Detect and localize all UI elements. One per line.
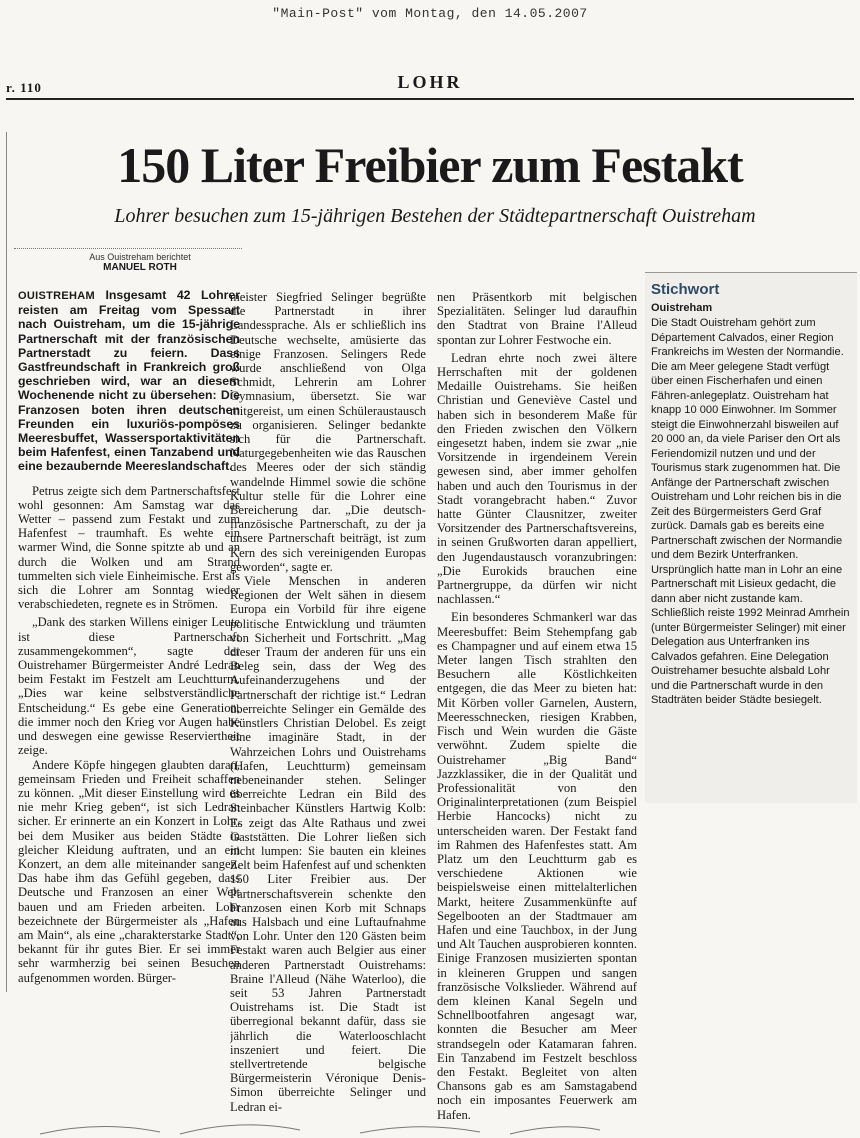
header-rule: [6, 98, 854, 100]
article-paragraph: „Dank des starken Willens einiger Leute ist diese Partnerschaft zusammengekommen“, sagte der Ouistrehamer Bürgermeister André Ledran beim Festakt im Festzelt am Leuchtturm. „Dies war keine selbstverständliche Entscheidung.“ Es gebe eine Generation, die immer noch den Krieg vor Augen habe und deswegen eine gewisse Reserviertheit zeige.: [18, 615, 240, 758]
byline-rule: [14, 248, 242, 249]
left-border-rule: [6, 132, 7, 992]
sidebar-body: Die Stadt Ouistreham gehört zum Département Calvados, einer Region Frankreichs im Westen der Normandie. Die am Meer gelegene Stadt verfügt über einen Fischerhafen und einen Fähren-anlegeplatz. Ouistreham hat knapp 10 000 Einwohner. Im Sommer steigt die Einwohnerzahl bisweilen auf 20 000 an, da viele Pariser den Ort als Feriendomizil nutzen und und der Tourismus stark zugenommen hat. Die Anfänge der Partnerschaft zwischen Ouistreham und Lohr reichen bis in die Zeit des Bürgermeisters Gerd Graf zurück. Damals gab es bereits eine Partnerschaft zwischen der Normandie und dem Bezirk Unterfranken. Ursprünglich hatte man in Lohr an eine Partnerschaft mit Lisieux gedacht, die dann aber nicht zustande kam. Schließlich reiste 1992 Meinrad Amrhein (unter Bürgermeister Selinger) mit einer Delegation aus Unterfranken ins Calvados gefahren. Eine Delegation Ouistrehamer besuchte alsbald Lohr und die Partnerschaft wurde in den Stadträten beider Städte besiegelt.: [651, 317, 850, 706]
article-column-2: [230, 290, 426, 1132]
byline-author: MANUEL ROTH: [103, 262, 177, 273]
article-dateline: OUISTREHAM: [18, 290, 95, 302]
byline: [60, 252, 220, 273]
article-paragraph: Ledran ehrte noch zwei ältere Herrschaften mit der goldenen Medaille Ouistrehams. Sie heißen Christian und Geneviève Castel und haben sich in besonderem Maße für den Frieden zwischen den Völkern eingesetzt haben, indem sie zwar „nie Vorsitzende in irgendeinem Verein gewesen sind, aber immer geholfen haben und auch den Tourismus in der Stadt vorangebracht haben.“ Zuvor hatte Günter Clausnitzer, zweiter Vorsitzender des Partnerschaftsvereins, in seinen Grußworten daran appelliert, den Jugendaustausch voranzubringen: „Die Eurokids brauchen eine Partnergruppe, da dürfen wir nicht nachlassen.“: [437, 350, 637, 607]
section-title: LOHR: [397, 72, 463, 92]
page-number: r. 110: [6, 80, 42, 95]
article-column-3: [437, 290, 637, 1132]
sidebar-title: Stichwort: [651, 281, 720, 298]
article-lead-text: Insgesamt 42 Lohrer reisten am Freitag vom Spessart nach Ouistreham, um die 15-jährige Partnerschaft mit der französischen Partnerstadt zu feiern. Dass Gastfreundschaft in Frankreich groß geschrieben wird, war an diesem Wochenende nicht zu übersehen: Die Franzosen boten ihren deutschen Freunden ein luxuriös-pompöses Meeresbuffet, Wassersportaktivitäten beim Hafenfest, einen Tanzabend und eine bezaubernde Meereslandschaft.: [18, 288, 240, 474]
article-paragraph: Andere Köpfe hingegen glaubten daran, gemeinsam Frieden und Freiheit schaffen zu können. „Mit dieser Einstellung wird es nie mehr Krieg geben“, ist sich Ledran sicher. Er erinnerte an ein Konzert in Lohr, bei dem Musiker aus beiden Städte in gleicher Kleidung auftraten, und an ein Konzert, an dem alle miteinander sangen. Das habe ihm das Gefühl gegeben, dass Deutsche und Franzosen an einer Welt bauen und am Frieden arbeiten. Lohr bezeichnete der Bürgermeister als „Hafen am Main“, als eine „charakterstarke Stadt“, bekannt für ihr gutes Bier. Er sei immer sehr warmherzig bei seinen Besuchen aufgenommen worden. Bürger-: [18, 757, 240, 985]
article-paragraph: Ein besonderes Schmankerl war das Meeresbuffet: Beim Stehempfang gab es Champagner und auf einem etwa 15 Meter langen Tisch strahlten den Besuchern alle Köstlichkeiten entgegen, die das Meer zu bieten hat: Mit Körben voller Garnelen, Austern, Meeresschnecken, riesigen Krabben, Fisch und Wein wurden die Gäste verwöhnt. Zudem spielte die Ouistrehamer „Big Band“ Jazzklassiker, die in der Qualität und Professionalität von den Originalinterpretationen (zum Beispiel Herbie Hancocks) nicht zu unterscheiden waren. Der Festakt fand im Rahmen des Hafenfestes statt. Am Platz um den Leuchtturm gab es verschiedene Aktionen wie beispielsweise einen mittelalterlichen Markt, heitere Zusammenkünfte auf Segelbooten an der Stadtmauer am Hafen und eine Tauchbox, in der Jung und Alt Tauchen ausprobieren konnten. Einige Franzosen musizierten spontan in kleineren Gruppen und sangen französische Volkslieder. Während auf dem kleinen Kanal Segeln und Schnellbootfahren angesagt war, konnten die Besucher am Meer strandsegeln oder Katamaran fahren. Ein Tanzabend im Festzelt beschloss den Festakt. Begleitet von alten Chansons gab es am Samstagabend noch ein imposantes Feuerwerk am Hafen.: [437, 610, 637, 1122]
article-paragraph: Viele Menschen in anderen Regionen der Welt sähen in diesem Europa ein Vorbild für ihre eigene politische Entwicklung und träumten von Sicherheit und Fortschritt. „Mag dieser Traum der anderen für uns ein Beleg sein, dass der Weg des Aufeinanderzugehens und der Partnerschaft der richtige ist.“ Ledran überreichte Selinger ein Gemälde des Künstlers Christian Delobel. Es zeigt eine imaginäre Stadt, in der Wahrzeichen Lohrs und Ouistrehams (Hafen, Leuchtturm) gemeinsam nebeneinander stehen. Selinger überreichte Ledran ein Bild des Steinbacher Künstlers Hartwig Kolb: Es zeigt das Alte Rathaus und zwei Gaststätten. Die Lohrer ließen sich nicht lumpen: Sie bauten ein kleines Zelt beim Hafenfest auf und schenkten 150 Liter Freibier aus. Der Partnerschaftsverein schenkte den Franzosen einen Korb mit Schnaps aus Halsbach und eine Luftaufnahme von Lohr. Unter den 120 Gästen beim Festakt waren auch Belgier aus einer anderen Partnerstadt Ouistrehams: Braine l'Alleud (Nähe Waterloo), die seit 53 Jahren Partnerstadt Ouistrehams ist. Die Stadt ist überregional bekannt dafür, dass sie jährlich die Waterlooschlacht inszeniert und feiert. Die stellvertretende belgische Bürgermeisterin Véronique Denis-Simon überreichte Selinger und Ledran ei-: [230, 574, 426, 1114]
photo-edge-decoration: [40, 1118, 600, 1136]
sidebar-subtitle: Ouistreham: [651, 302, 713, 314]
byline-from: Aus Ouistreham berichtet: [89, 252, 191, 262]
article-paragraph: nen Präsentkorb mit belgischen Spezialitäten. Selinger lud daraufhin den Stadtrat von Braine l'Alleud spontan zur Lohrer Festwoche ein.: [437, 290, 637, 347]
article-lead: [18, 288, 240, 474]
stichwort-box: [645, 272, 857, 803]
subheadline: Lohrer besuchen zum 15-jährigen Bestehen der Städtepartnerschaft Ouistreham: [114, 205, 756, 227]
headline: 150 Liter Freibier zum Festakt: [117, 137, 743, 193]
source-line: "Main-Post" vom Montag, den 14.05.2007: [272, 6, 588, 21]
article-paragraph: Petrus zeigte sich dem Partnerschaftsfest wohl gesonnen: Am Samstag war das Wetter – passend zum Festakt und zum Hafenfest – traumhaft. Es wehte ein warmer Wind, die Sonne spitzte ab und an durch die Wolken und am Strand tummelten sich viele Einheimische. Erst als sich die Lohrer am Sonntag wieder verabschiedeten, regnete es in Strömen.: [18, 483, 240, 612]
article-column-1: [18, 288, 240, 1098]
article-paragraph: meister Siegfried Selinger begrüßte die Partnerstadt in ihrer Landessprache. Als er schließlich ins Deutsche wechselte, amüsierte das einige Franzosen. Selingers Rede wurde anschließend von Olga Schmidt, Lehrerin am Lohrer Gymnasium, übersetzt. Sie war mitgereist, um einen Schüleraustausch zu organisieren. Selinger bedankte sich für die Partnerschaft. Naturgegebenheiten wie das Rauschen des Meeres oder der sich ständig wandelnde Himmel sowie die schöne Kultur stelle für die Lohrer eine Bereicherung dar. „Die deutsch-französische Partnerschaft, zu der ja unsere Partnerschaft beiträgt, ist zum Kern des sich vereinigenden Europas geworden“, sagte er.: [230, 290, 426, 574]
